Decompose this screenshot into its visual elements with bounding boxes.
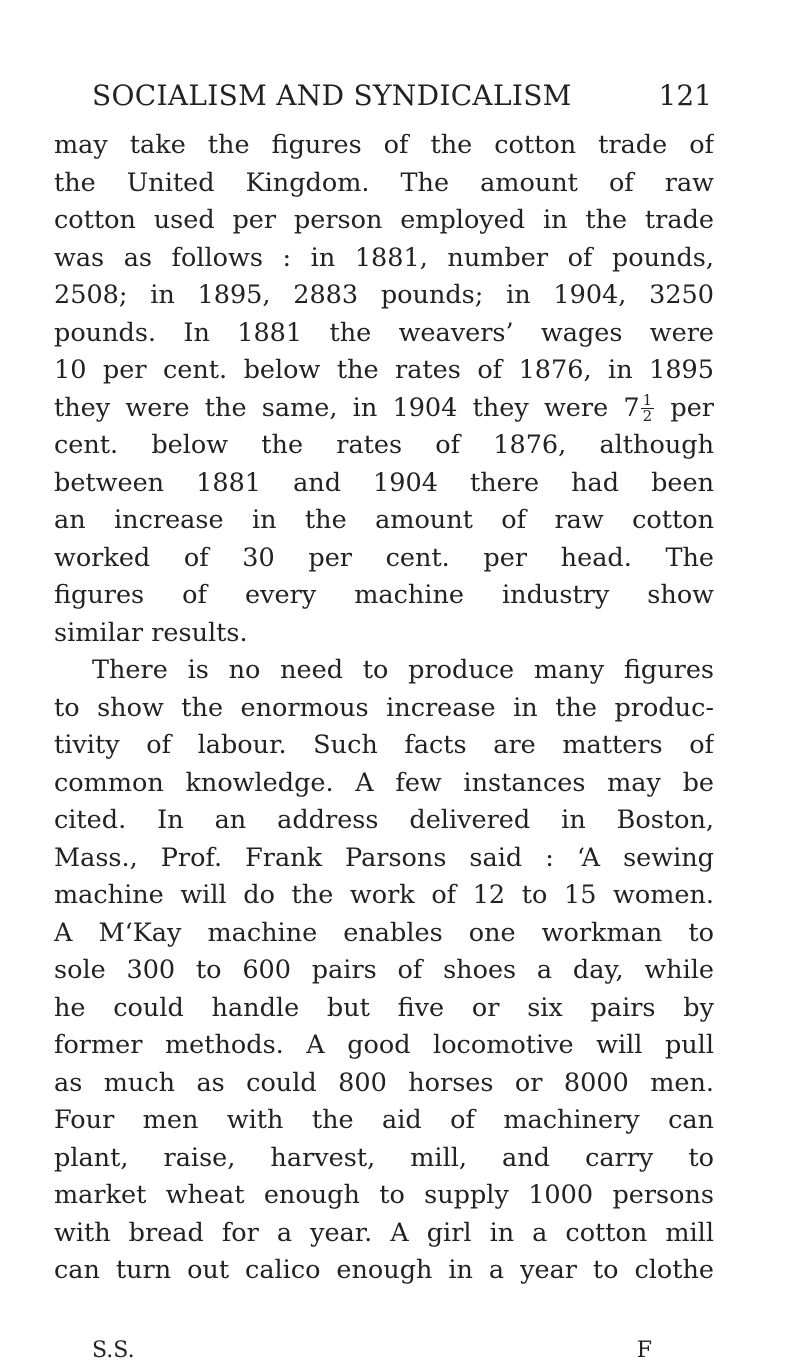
text-line: to show the enormous increase in the produc- xyxy=(54,692,714,723)
text-line: with bread for a year. A girl in a cotton mill xyxy=(54,1217,714,1248)
text-line: cent. below the rates of 1876, although xyxy=(54,430,714,460)
paragraph-first-line: There is no need to produce many figures xyxy=(92,655,714,685)
text-segment: they were the same, in 1904 they were 7 xyxy=(54,392,640,423)
text-line: Mass., Prof. Frank Parsons said : ‘A sewing xyxy=(54,842,714,873)
text-line: was as follows : in 1881, number of pounds, xyxy=(54,242,714,273)
text-segment: per xyxy=(655,392,714,423)
paragraph-last-line: similar results. xyxy=(54,617,248,648)
fraction-denominator: 2 xyxy=(642,407,653,425)
text-line: cited. In an address delivered in Boston, xyxy=(54,805,714,835)
fraction xyxy=(641,393,655,424)
text-line-with-fraction xyxy=(54,390,714,428)
page-footer xyxy=(92,1336,652,1366)
text-line: former methods. A good locomotive will pull xyxy=(54,1030,714,1060)
text-line: the United Kingdom. The amount of raw xyxy=(54,167,714,198)
text-line: market wheat enough to supply 1000 persons xyxy=(54,1180,714,1210)
text-line: may take the figures of the cotton trade of xyxy=(54,130,714,160)
fraction-numerator: 1 xyxy=(642,391,653,409)
text-line: plant, raise, harvest, mill, and carry to xyxy=(54,1142,714,1173)
text-line: 2508; in 1895, 2883 pounds; in 1904, 3250 xyxy=(54,280,714,310)
text-line: Four men with the aid of machinery can xyxy=(54,1105,714,1135)
running-title: SOCIALISM AND SYNDICALISM xyxy=(92,79,572,112)
signature-mark: S.S. xyxy=(92,1338,135,1363)
text-line: between 1881 and 1904 there had been xyxy=(54,467,714,498)
sheet-letter: F xyxy=(636,1338,652,1363)
text-line: can turn out calico enough in a year to clothe xyxy=(54,1255,714,1285)
text-line: 10 per cent. below the rates of 1876, in 1895 xyxy=(54,355,714,385)
text-line: tivity of labour. Such facts are matters of xyxy=(54,730,714,760)
text-line: common knowledge. A few instances may be xyxy=(54,767,714,798)
text-line: machine will do the work of 12 to 15 women. xyxy=(54,880,714,910)
text-line: worked of 30 per cent. per head. The xyxy=(54,542,714,573)
page-number: 121 xyxy=(658,79,712,112)
text-line: sole 300 to 600 pairs of shoes a day, while xyxy=(54,955,714,985)
text-line: figures of every machine industry show xyxy=(54,580,714,610)
running-head xyxy=(92,76,712,116)
text-line: pounds. In 1881 the weavers’ wages were xyxy=(54,317,714,348)
text-line: an increase in the amount of raw cotton xyxy=(54,505,714,535)
text-line: cotton used per person employed in the trade xyxy=(54,205,714,235)
body-text xyxy=(54,127,714,1290)
text-line: he could handle but five or six pairs by xyxy=(54,992,714,1023)
text-line: A M‘Kay machine enables one workman to xyxy=(54,917,714,948)
text-line: as much as could 800 horses or 8000 men. xyxy=(54,1067,714,1098)
